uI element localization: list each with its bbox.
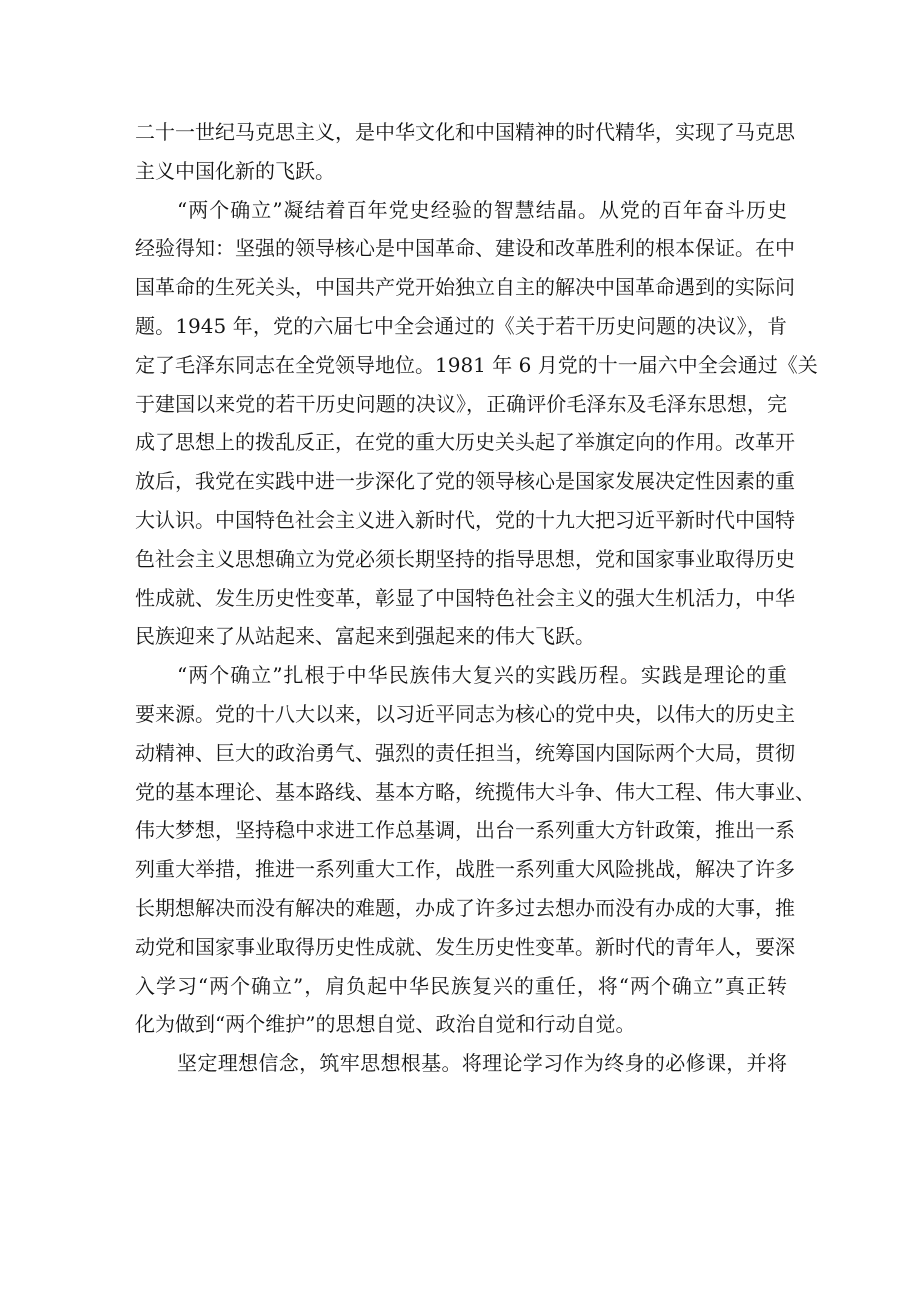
text-line: 国革命的生死关头，中国共产党开始独立自主的解决中国革命遇到的实际问 bbox=[135, 275, 795, 300]
text-line: 动精神、巨大的政治勇气、强烈的责任担当，统筹国内国际两个大局，贯彻 bbox=[135, 740, 795, 765]
text-line: 列重大举措，推进一系列重大工作，战胜一系列重大风险挑战，解决了许多 bbox=[135, 857, 795, 882]
text-line: 入学习“两个确立”，肩负起中华民族复兴的重任，将“两个确立”真正转 bbox=[135, 973, 787, 998]
text-line: 性成就、发生历史性变革，彰显了中国特色社会主义的强大生机活力，中华 bbox=[135, 585, 795, 610]
document-body bbox=[135, 113, 818, 1083]
paragraph-p2 bbox=[135, 191, 818, 657]
text-line: 二十一世纪马克思主义，是中华文化和中国精神的时代精华，实现了马克思 bbox=[135, 120, 795, 144]
text-line: “两个确立”凝结着百年党史经验的智慧结晶。从党的百年奋斗历史 bbox=[177, 197, 787, 222]
text-line: 化为做到“两个维护”的思想自觉、政治自觉和行动自觉。 bbox=[135, 1012, 636, 1037]
text-line: 题。1945 年，党的六届七中全会通过的《关于若干历史问题的决议》，肯 bbox=[135, 313, 787, 338]
text-line: 伟大梦想，坚持稳中求进工作总基调，出台一系列重大方针政策，推出一系 bbox=[135, 818, 795, 843]
paragraph-p1 bbox=[135, 113, 795, 191]
text-line: 长期想解决而没有解决的难题，办成了许多过去想办而没有办成的大事，推 bbox=[135, 895, 795, 920]
text-line: 定了毛泽东同志在全党领导地位。1981 年 6 月党的十一届六中全会通过《关 bbox=[135, 352, 818, 377]
text-line: 于建国以来党的若干历史问题的决议》，正确评价毛泽东及毛泽东思想，完 bbox=[135, 391, 787, 416]
text-line: 坚定理想信念，筑牢思想根基。将理论学习作为终身的必修课，并将 bbox=[177, 1051, 787, 1076]
text-line: 经验得知：坚强的领导核心是中国革命、建设和改革胜利的根本保证。在中 bbox=[135, 236, 795, 261]
text-line: 主义中国化新的飞跃。 bbox=[135, 158, 335, 183]
text-line: 色社会主义思想确立为党必须长期坚持的指导思想，党和国家事业取得历史 bbox=[135, 546, 795, 571]
text-line: 民族迎来了从站起来、富起来到强起来的伟大飞跃。 bbox=[135, 624, 595, 649]
text-line: 要来源。党的十八大以来，以习近平同志为核心的党中央，以伟大的历史主 bbox=[135, 701, 795, 726]
text-line: “两个确立”扎根于中华民族伟大复兴的实践历程。实践是理论的重 bbox=[177, 663, 787, 688]
paragraph-p4 bbox=[135, 1044, 787, 1083]
text-line: 放后，我党在实践中进一步深化了党的领导核心是国家发展决定性因素的重 bbox=[135, 469, 795, 494]
text-line: 动党和国家事业取得历史性成就、发生历史性变革。新时代的青年人，要深 bbox=[135, 934, 795, 959]
text-line: 大认识。中国特色社会主义进入新时代，党的十九大把习近平新时代中国特 bbox=[135, 507, 795, 532]
text-line: 成了思想上的拨乱反正，在党的重大历史关头起了举旗定向的作用。改革开 bbox=[135, 430, 795, 455]
paragraph-p3 bbox=[135, 656, 815, 1044]
text-line: 党的基本理论、基本路线、基本方略，统揽伟大斗争、伟大工程、伟大事业、 bbox=[135, 779, 815, 804]
